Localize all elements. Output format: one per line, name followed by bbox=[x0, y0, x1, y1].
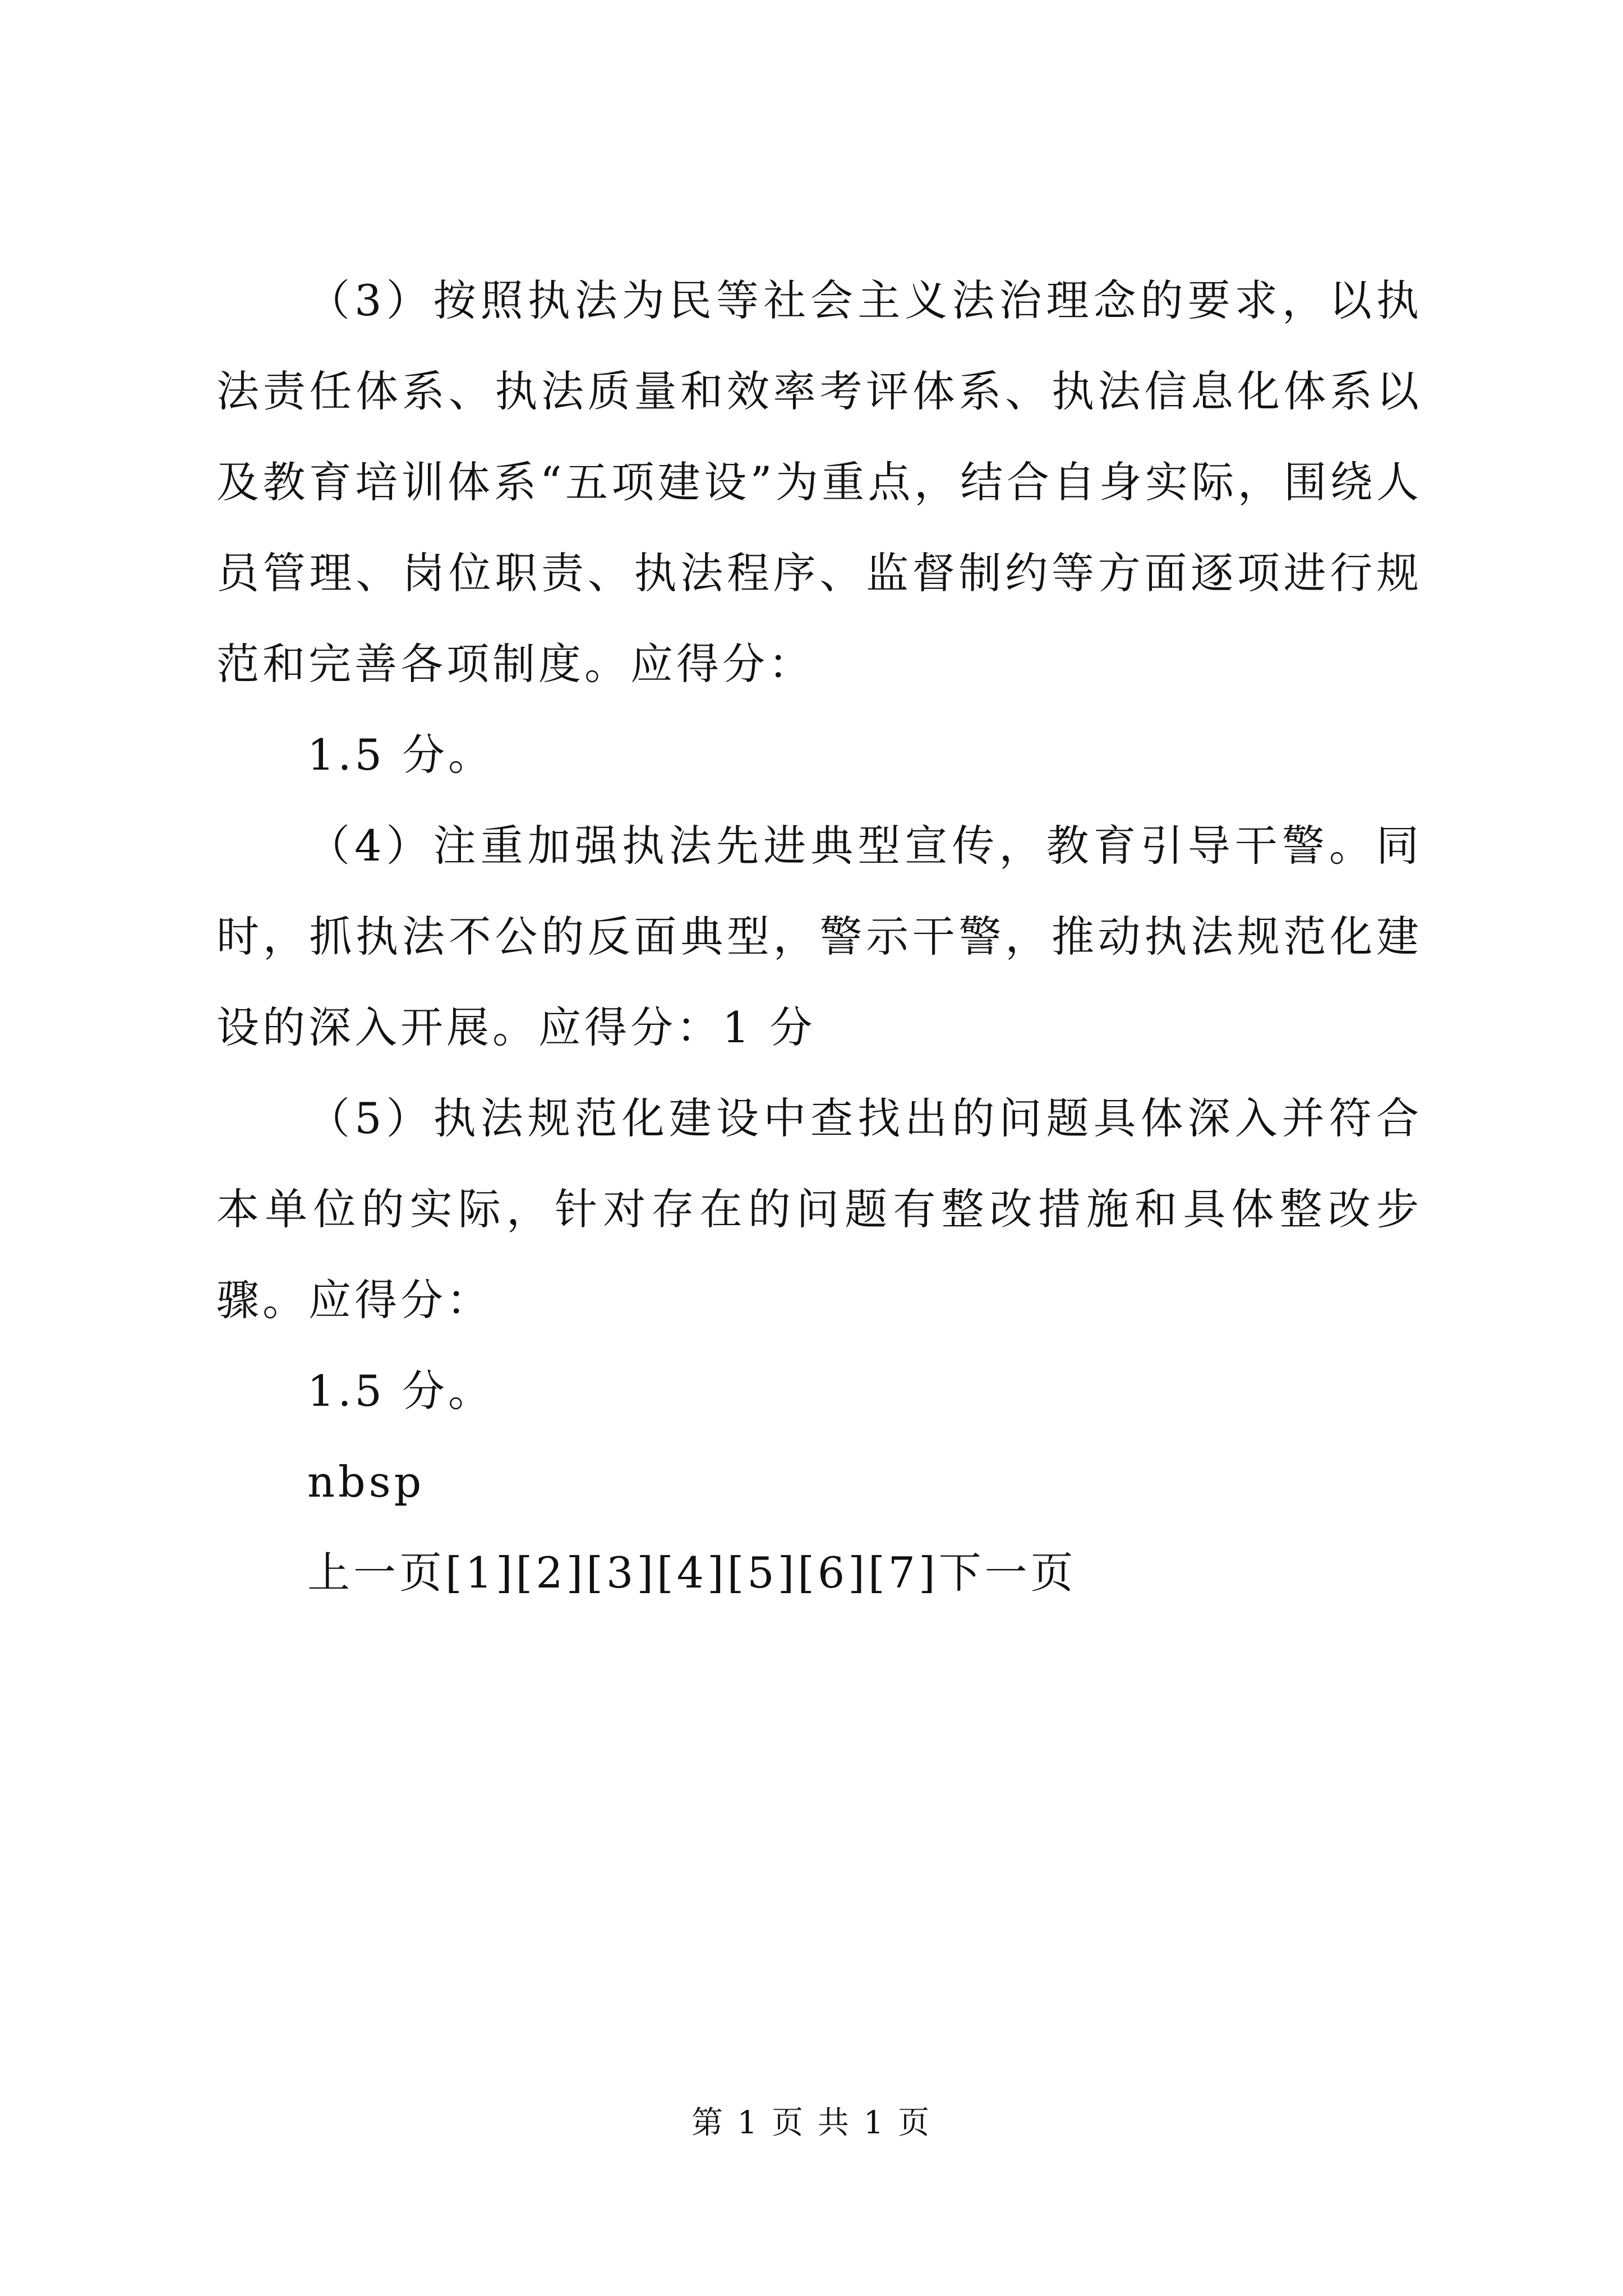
score-5: 1.5 分。 bbox=[307, 1366, 495, 1416]
page-link-5[interactable]: [5] bbox=[727, 1548, 798, 1598]
nbsp-text: nbsp bbox=[307, 1457, 425, 1507]
page-link-3[interactable]: [3] bbox=[586, 1548, 657, 1598]
prev-page-link[interactable]: 上一页 bbox=[307, 1548, 445, 1598]
paragraph-3: （3）按照执法为民等社会主义法治理念的要求，以执法责任体系、执法质量和效率考评体系、执法信息化体系以及教育培训体系“五项建设”为重点，结合自身实际，围绕人员管理、岗位职责、执法程序、监督制约等方面逐项进行规范和完善各项制度。应得分： bbox=[216, 275, 1422, 689]
page-link-2[interactable]: [2] bbox=[515, 1548, 587, 1598]
page-link-6[interactable]: [6] bbox=[797, 1548, 868, 1598]
next-page-link[interactable]: 下一页 bbox=[938, 1548, 1077, 1598]
document-body bbox=[216, 255, 1422, 1618]
pagination bbox=[216, 1527, 1422, 1618]
page-link-7[interactable]: [7] bbox=[868, 1548, 939, 1598]
page-link-1[interactable]: [1] bbox=[445, 1548, 516, 1598]
paragraph-4: （4）注重加强执法先进典型宣传，教育引导干警。同时，抓执法不公的反面典型，警示干警，推动执法规范化建设的深入开展。应得分：1 分 bbox=[216, 821, 1422, 1052]
page-footer: 第 1 页 共 1 页 bbox=[691, 2105, 932, 2141]
score-3: 1.5 分。 bbox=[307, 730, 495, 780]
paragraph-5: （5）执法规范化建设中查找出的问题具体深入并符合本单位的实际，针对存在的问题有整改措施和具体整改步骤。应得分： bbox=[216, 1093, 1422, 1325]
page-link-4[interactable]: [4] bbox=[656, 1548, 727, 1598]
